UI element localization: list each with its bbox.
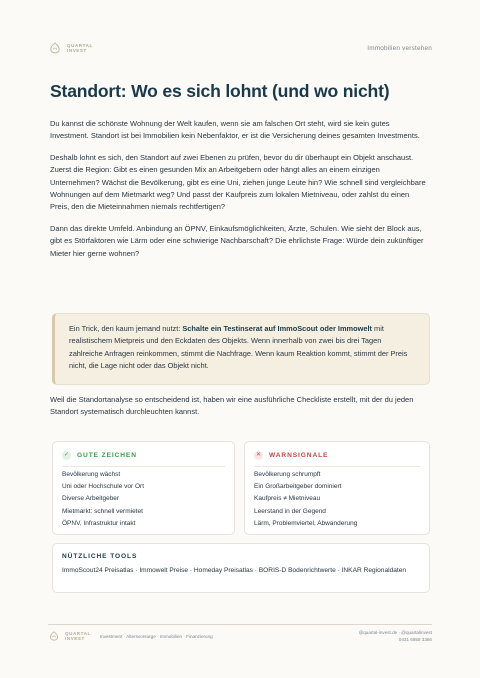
list-item: Ein Großarbeitgeber dominiert	[254, 483, 342, 491]
logo-line-2: INVEST	[67, 48, 87, 53]
page-footer	[48, 629, 432, 643]
brand-logo-icon	[48, 41, 62, 55]
warnings-title: WARNSIGNALE	[269, 452, 329, 459]
list-item: Uni oder Hochschule vor Ort	[62, 483, 145, 491]
tools-list: ImmoScout24 Preisatlas · Immowelt Preise · Homeday Preisatlas · BORIS-D Bodenrichtwerte · INKAR Regionaldaten	[62, 567, 407, 574]
paragraph-region: Deshalb lohnt es sich, den Standort auf zwei Ebenen zu prüfen, bevor du dir überhaupt ein Objekt anschaust. Zuerst die Region: Gibt es einen gesunden Mix an Arbeitgebern oder hängt alles an einem einzigen Unternehmen? Wächst die Bevölkerung, gibt es eine Uni, ziehen junge Leute hin? Wie schnell sind vergleichbare Wohnungen auf dem Mietmarkt weg? Und passt der Kaufpreis zum lokalen Mietniveau, oder zahlst du einen Preis, den die Mieteinnahmen niemals rechtfertigen?	[50, 152, 426, 212]
tools-card	[52, 543, 430, 593]
section-label: Immobilien verstehen	[367, 44, 432, 52]
footer-contact-line-1: @quartal-invest.de · @quartalinvest	[358, 630, 432, 635]
warnings-card	[244, 441, 430, 535]
tip-callout	[52, 313, 430, 385]
page-title: Standort: Wo es sich lohnt (und wo nicht)	[50, 81, 390, 101]
list-item: Leerstand in der Gegend	[254, 507, 326, 515]
paragraph-checklist: Weil die Standortanalyse so entscheidend ist, haben wir eine ausführliche Checkliste erstellt, mit der du jeden Standort systematisch durchleuchten kannst.	[50, 395, 414, 417]
divider	[254, 466, 420, 467]
footer-logo-line-2: INVEST	[65, 636, 85, 641]
tools-title: NÜTZLICHE TOOLS	[62, 553, 138, 560]
paragraph-surroundings: Dann das direkte Umfeld. Anbindung an ÖPNV, Einkaufsmöglichkeiten, Ärzte, Schulen. Wie sieht der Block aus, gibt es Störfaktoren wie Lärm oder eine schwierige Nachbarschaft? Die ehrlichste Frage: Würde dein zukünftiger Mieter hier gerne wohnen?	[50, 223, 424, 258]
good-signs-title: GUTE ZEICHEN	[77, 452, 137, 459]
divider	[62, 466, 225, 467]
footer-contact	[359, 629, 432, 643]
list-item: Kaufpreis ≠ Mietniveau	[254, 495, 321, 503]
list-item: ÖPNV, Infrastruktur intakt	[62, 519, 136, 527]
callout-rest: mit realistischem Mietpreis und den Eckdaten des Objekts. Wenn innerhalb von zwei bis drei Tagen zahlreiche Anfragen reinkommen, stimmt die Nachfrage. Wenn kaum Reaktion kommt, stimmt der Preis nicht, die Lage nicht oder das Objekt nicht.	[69, 324, 408, 370]
page-header	[48, 40, 432, 56]
logo-line-1: QUARTAL	[67, 43, 93, 48]
x-icon: ✕	[255, 452, 262, 458]
main-content	[50, 80, 430, 269]
good-signs-card	[52, 441, 235, 535]
callout-intro: Ein Trick, den kaum jemand nutzt:	[69, 324, 183, 333]
list-item: Diverse Arbeitgeber	[62, 495, 120, 503]
good-signs-list	[62, 469, 144, 530]
footer-logo-line-1: QUARTAL	[65, 631, 91, 636]
check-icon: ✓	[63, 452, 70, 458]
footer-tagline: Investment · Altersvorsorge · Immobilien · Finanzierung	[99, 633, 213, 639]
footer-divider	[48, 624, 432, 625]
list-item: Mietmarkt: schnell vermietet	[62, 507, 143, 515]
warnings-list	[254, 469, 357, 530]
list-item: Lärm, Problemviertel, Abwanderung	[254, 519, 358, 527]
list-item: Bevölkerung wächst	[62, 471, 121, 478]
brand-logo	[48, 41, 93, 55]
list-item: Bevölkerung schrumpft	[254, 471, 321, 478]
footer-contact-line-2: 0431 6858 3366	[398, 637, 432, 642]
paragraph-intro: Du kannst die schönste Wohnung der Welt kaufen, wenn sie am falschen Ort steht, wird sie kein gutes Investment. Standort ist bei Immobilien kein Nebenfaktor, er ist die Versicherung deines gesamten Investments.	[50, 119, 420, 141]
callout-bold: Schalte ein Testinserat auf ImmoScout oder Immowelt	[182, 324, 372, 333]
footer-logo-icon	[48, 630, 60, 642]
